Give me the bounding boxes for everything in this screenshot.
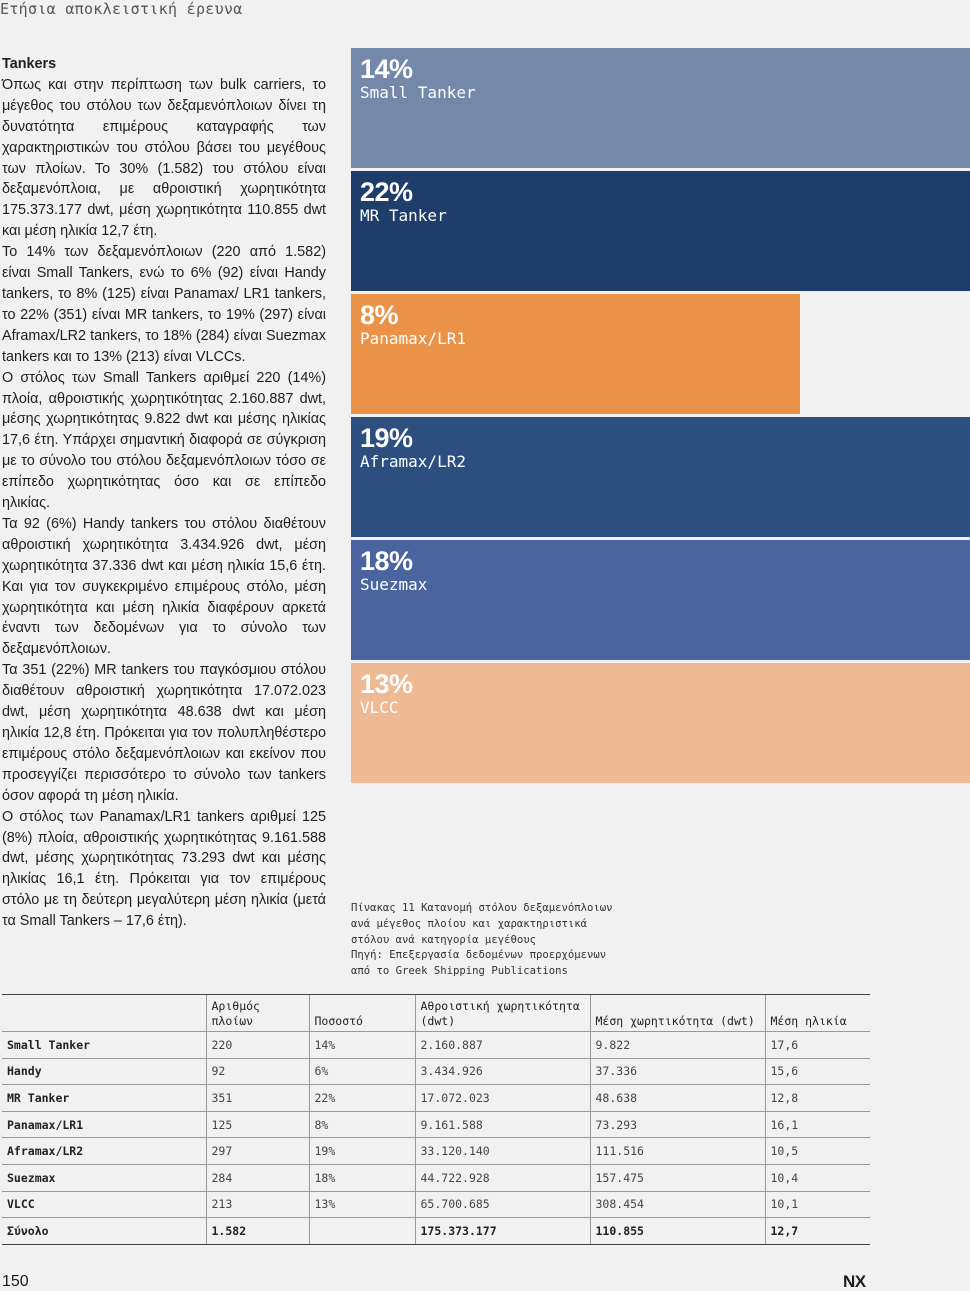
page-number: 150	[2, 1273, 29, 1290]
table-cell: 213	[206, 1191, 309, 1218]
bar-small-tanker	[351, 48, 970, 168]
table-cell: 9.161.588	[415, 1111, 590, 1138]
table-cell: 308.454	[590, 1191, 765, 1218]
table-header-row	[2, 995, 870, 1032]
table-cell: 1.582	[206, 1218, 309, 1245]
table-row	[2, 1138, 870, 1165]
bar-category-label: MR Tanker	[360, 206, 447, 225]
paragraph: Τα 351 (22%) MR tankers του παγκόσμιου στόλου διαθέτουν αθροιστική χωρητικότητα 17.072.023 dwt, μέση χωρητικότητα 48.638 dwt και μέση ηλικία 12,8 έτη. Πρόκειται για τον πολυπληθέστερο επιμέρους στόλο δεξαμενόπλοιων και εκείνον που προσεγγίζει περισσότερο το σύνολο των tankers όσον αφορά τη μέση ηλικία.	[2, 662, 326, 804]
table-cell: 111.516	[590, 1138, 765, 1165]
table-cell: 12,7	[765, 1218, 870, 1245]
table-cell: 65.700.685	[415, 1191, 590, 1218]
table-cell: 14%	[309, 1032, 415, 1059]
caption-line: από το Greek Shipping Publications	[351, 965, 568, 978]
table-total-row	[2, 1218, 870, 1245]
table-cell: 110.855	[590, 1218, 765, 1245]
bar-mr-tanker	[351, 171, 970, 291]
table-cell: 10,4	[765, 1164, 870, 1191]
table-row	[2, 1058, 870, 1085]
bar-value-label: 19%	[360, 423, 413, 453]
table-cell: 297	[206, 1138, 309, 1165]
row-label: Panamax/LR1	[2, 1111, 206, 1138]
caption-line: στόλου ανά κατηγορία μεγέθους	[351, 933, 536, 946]
row-label: Σύνολο	[2, 1218, 206, 1245]
table-cell: 125	[206, 1111, 309, 1138]
tanker-fleet-table	[2, 994, 870, 1245]
running-header: Ετήσια αποκλειστική έρευνα	[0, 0, 243, 18]
bar-aframax-lr2	[351, 417, 970, 537]
row-label: Suezmax	[2, 1164, 206, 1191]
bar-suezmax	[351, 540, 970, 660]
table-cell: 19%	[309, 1138, 415, 1165]
paragraph: Τα 92 (6%) Handy tankers του στόλου διαθέτουν αθροιστική χωρητικότητα 3.434.926 dwt, μέση χωρητικότητα 37.336 dwt και μέση ηλικία 15,6 έτη. Και για τον συγκεκριμένο επιμέρους στόλο, μέση χωρητικότητα και μέση ηλικία διαφέρουν αρκετά έναντι των δεδομένων για το σύνολο των δεξαμενόπλοιων.	[2, 515, 326, 658]
table-row	[2, 1191, 870, 1218]
bar-panamax-lr1	[351, 294, 800, 414]
table-cell: 17,6	[765, 1032, 870, 1059]
bar-value-label: 18%	[360, 546, 413, 576]
row-label: VLCC	[2, 1191, 206, 1218]
table-cell: 18%	[309, 1164, 415, 1191]
fleet-share-chart	[351, 48, 970, 786]
bar-category-label: Small Tanker	[360, 83, 476, 102]
section-heading: Tankers	[2, 56, 57, 72]
row-label: Handy	[2, 1058, 206, 1085]
table-cell: 10,1	[765, 1191, 870, 1218]
table-cell: 48.638	[590, 1085, 765, 1112]
column-header: Αθροιστική χωρητικότητα (dwt)	[415, 995, 590, 1032]
table-cell: 44.722.928	[415, 1164, 590, 1191]
table-cell: 73.293	[590, 1111, 765, 1138]
table-cell: 8%	[309, 1111, 415, 1138]
table-row	[2, 1032, 870, 1059]
bar-value-label: 8%	[360, 300, 399, 330]
table-cell: 37.336	[590, 1058, 765, 1085]
table-cell: 157.475	[590, 1164, 765, 1191]
table-row	[2, 1085, 870, 1112]
row-label: Small Tanker	[2, 1032, 206, 1059]
table-cell: 284	[206, 1164, 309, 1191]
column-header	[2, 995, 206, 1032]
table-cell: 9.822	[590, 1032, 765, 1059]
table-cell: 12,8	[765, 1085, 870, 1112]
table-cell	[309, 1218, 415, 1245]
bar-category-label: Suezmax	[360, 575, 428, 594]
column-header: Μέση χωρητικότητα (dwt)	[590, 995, 765, 1032]
table-cell: 6%	[309, 1058, 415, 1085]
figure-caption	[351, 901, 641, 980]
table-cell: 13%	[309, 1191, 415, 1218]
paragraph: Ο στόλος των Panamax/LR1 tankers αριθμεί 125 (8%) πλοία, αθροιστικής χωρητικότητας 9.161.588 dwt, μέσης χωρητικότητας 73.293 dwt και μέσης ηλικίας 16,1 έτη. Πρόκειται για τον επιμέρους στόλο με τη δεύτερη μεγαλύτερη μέση ηλικία (μετά τα Small Tankers – 17,6 έτη).	[2, 808, 326, 930]
table-cell: 22%	[309, 1085, 415, 1112]
column-header: Ποσοστό	[309, 995, 415, 1032]
caption-line: ανά μέγεθος πλοίου και χαρακτηριστικά	[351, 917, 587, 930]
table-cell: 33.120.140	[415, 1138, 590, 1165]
table-cell: 92	[206, 1058, 309, 1085]
row-label: Aframax/LR2	[2, 1138, 206, 1165]
table-cell: 16,1	[765, 1111, 870, 1138]
column-header: Αριθμός πλοίων	[206, 995, 309, 1032]
bar-category-label: Aframax/LR2	[360, 452, 466, 471]
paragraph: Όπως και στην περίπτωση των bulk carriers, το μέγεθος του στόλου των δεξαμενόπλοιων δίνει τη δυνατότητα επιμέρους καταγραφής των χαρακτηριστικών του στόλου βάσει του μεγέθους των πλοίων. Το 30% (1.582) του στόλου είναι δεξαμενόπλοια, με αθροιστική χωρητικότητα 175.373.177 dwt, μέση χωρητικότητα 110.855 dwt και μέση ηλικία 12,7 έτη.	[2, 76, 326, 240]
table-row	[2, 1164, 870, 1191]
caption-line: Πίνακας 11 Κατανομή στόλου δεξαμενόπλοιων	[351, 902, 613, 914]
publication-logo: NX	[843, 1272, 866, 1291]
column-header: Μέση ηλικία	[765, 995, 870, 1032]
bar-value-label: 13%	[360, 669, 413, 699]
table-cell: 3.434.926	[415, 1058, 590, 1085]
table-cell: 10,5	[765, 1138, 870, 1165]
paragraph: Ο στόλος των Small Tankers αριθμεί 220 (14%) πλοία, αθροιστικής χωρητικότητας 2.160.887 dwt, μέσης χωρητικότητας 9.822 dwt και μέσης ηλικίας 17,6 έτη. Υπάρχει σημαντική διαφορά σε σύγκριση με το σύνολο του στόλου δεξαμενόπλοιων τόσο σε επίπεδο χωρητικότητας όσο και σε επίπεδο ηλικίας.	[2, 369, 326, 512]
bar-category-label: Panamax/LR1	[360, 329, 466, 348]
bar-value-label: 14%	[360, 54, 413, 84]
table-cell: 2.160.887	[415, 1032, 590, 1059]
row-label: MR Tanker	[2, 1085, 206, 1112]
table-cell: 175.373.177	[415, 1218, 590, 1245]
table-cell: 351	[206, 1085, 309, 1112]
article-body	[2, 54, 326, 932]
bar-value-label: 22%	[360, 177, 413, 207]
paragraph: Το 14% των δεξαμενόπλοιων (220 από 1.582) είναι Small Tankers, ενώ το 6% (92) είναι Handy tankers, το 8% (125) είναι Panamax/ LR1 tankers, το 22% (351) είναι MR tankers, το 19% (297) είναι Aframax/LR2 tankers, το 18% (284) είναι Suezmax tankers και το 13% (213) είναι VLCCs.	[2, 244, 326, 365]
table-cell: 220	[206, 1032, 309, 1059]
caption-line: Πηγή: Επεξεργασία δεδομένων προερχόμενων	[351, 949, 607, 962]
bar-category-label: VLCC	[360, 698, 399, 717]
table-cell: 17.072.023	[415, 1085, 590, 1112]
table-cell: 15,6	[765, 1058, 870, 1085]
bar-vlcc	[351, 663, 970, 783]
table-row	[2, 1111, 870, 1138]
